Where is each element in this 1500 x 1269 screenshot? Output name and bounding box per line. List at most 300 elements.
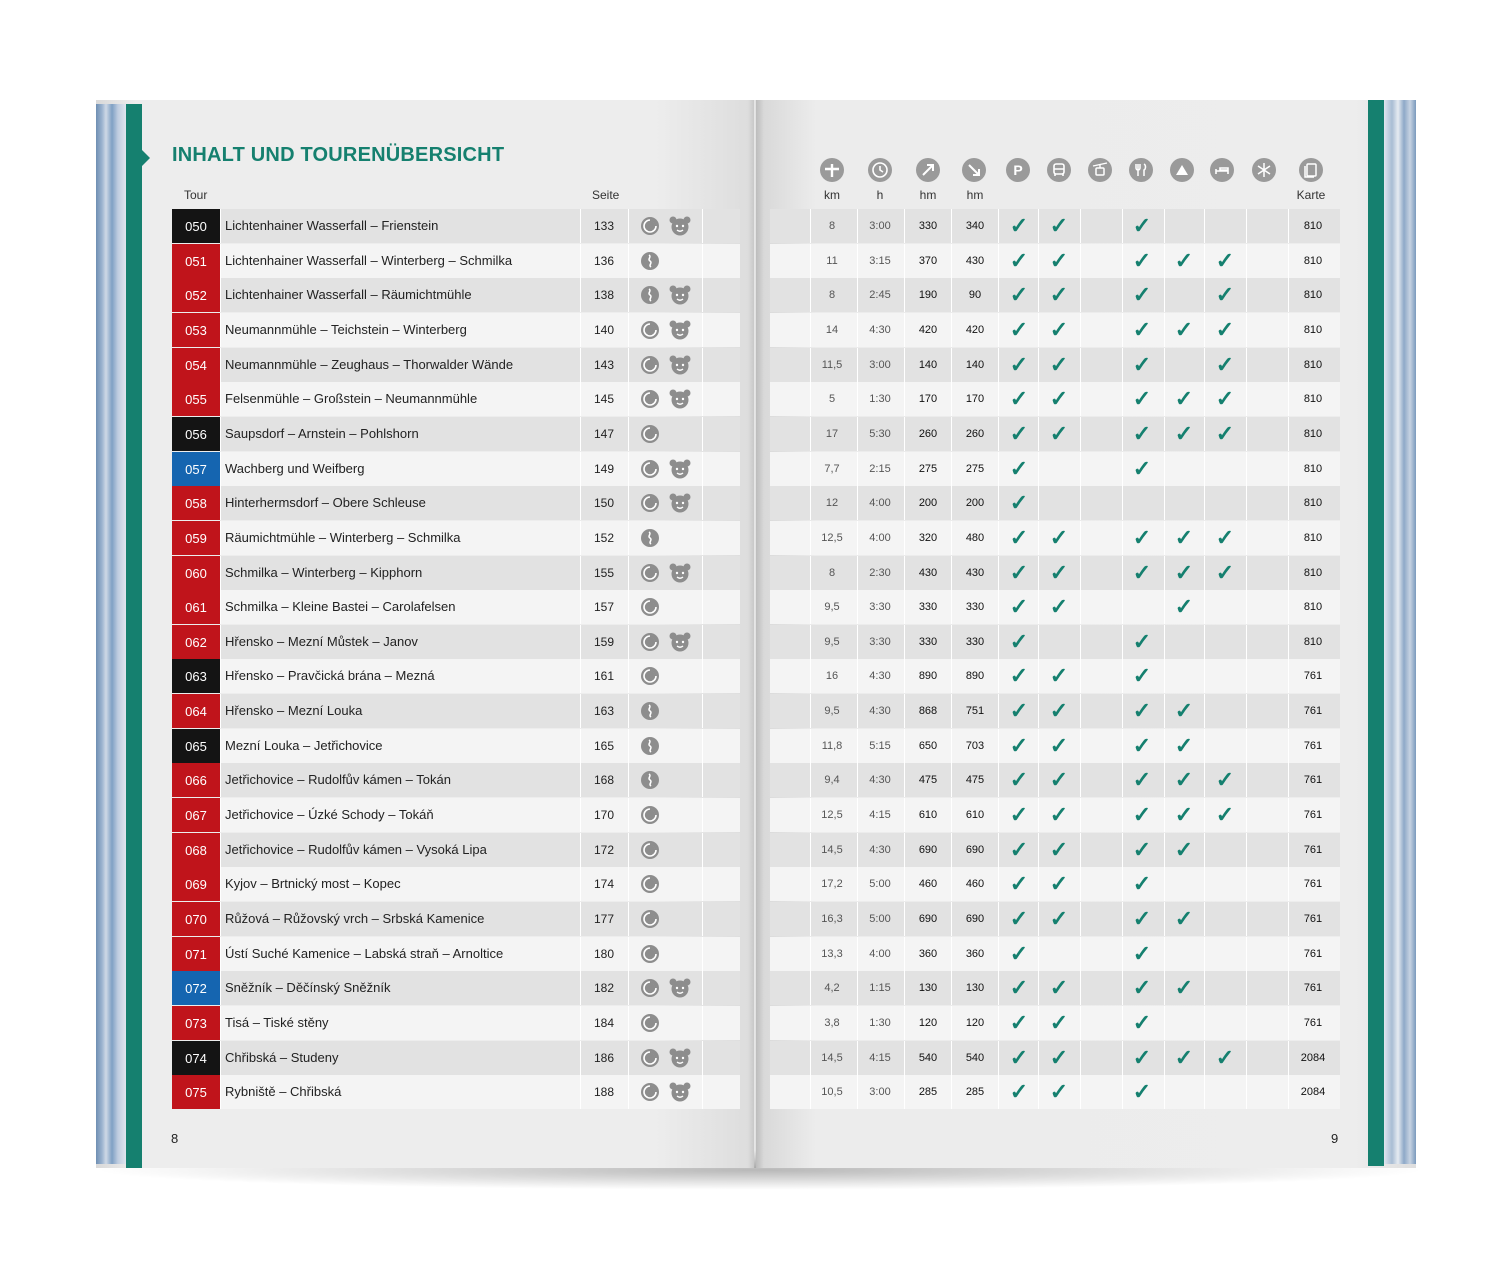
column-separator <box>1246 486 1247 520</box>
tour-down: 890 <box>965 670 985 682</box>
column-separator <box>1204 209 1205 243</box>
column-separator <box>1038 1006 1039 1040</box>
column-separator <box>1122 867 1123 901</box>
tour-name[interactable]: Lichtenhainer Wasserfall – Räumichtmühle <box>225 287 472 302</box>
column-separator <box>1204 833 1205 867</box>
column-separator <box>1080 937 1081 971</box>
tour-page: 172 <box>593 843 615 857</box>
parking-icon <box>1006 158 1030 182</box>
column-separator <box>580 867 581 901</box>
column-separator <box>1164 452 1165 486</box>
column-separator <box>1080 1075 1081 1109</box>
column-separator <box>951 313 952 347</box>
tour-number-badge[interactable]: 066 <box>172 763 220 797</box>
tour-number-badge[interactable]: 073 <box>172 1006 220 1040</box>
tour-page: 150 <box>593 496 615 510</box>
tour-name[interactable]: Rybniště – Chřibská <box>225 1084 342 1099</box>
tour-name[interactable]: Růžová – Růžovský vrch – Srbská Kamenice <box>225 911 485 926</box>
tour-page: 138 <box>593 288 615 302</box>
tour-number-badge[interactable]: 070 <box>172 902 220 936</box>
tour-up: 260 <box>918 428 938 440</box>
column-separator <box>1204 1075 1205 1109</box>
moderate-trail-icon <box>641 806 659 824</box>
column-separator <box>1204 313 1205 347</box>
tour-down: 360 <box>965 948 985 960</box>
column-separator <box>1246 833 1247 867</box>
column-separator <box>1164 590 1165 624</box>
tour-name[interactable]: Lichtenhainer Wasserfall – Winterberg – Schmilka <box>225 253 513 268</box>
column-separator <box>580 209 581 243</box>
accommodation-icon <box>1210 158 1234 182</box>
check-icon: ✓ <box>1215 560 1235 585</box>
column-separator <box>580 486 581 520</box>
check-icon: ✓ <box>1049 421 1069 446</box>
column-separator <box>1038 659 1039 693</box>
tour-number-badge[interactable]: 053 <box>172 313 220 347</box>
check-icon: ✓ <box>1174 594 1194 619</box>
check-icon: ✓ <box>1174 698 1194 723</box>
tour-h: 5:30 <box>869 428 891 440</box>
column-separator <box>951 348 952 382</box>
column-separator <box>628 937 629 971</box>
kids-friendly-icon <box>669 563 691 583</box>
column-separator <box>1246 209 1247 243</box>
column-separator <box>904 902 905 936</box>
tour-karte: 761 <box>1303 809 1323 821</box>
tour-name[interactable]: Jetřichovice – Úzké Schody – Tokáň <box>225 807 434 822</box>
tour-up: 540 <box>918 1052 938 1064</box>
column-separator <box>220 694 221 728</box>
column-separator <box>998 833 999 867</box>
column-separator <box>1204 867 1205 901</box>
column-separator <box>1038 417 1039 451</box>
moderate-trail-icon <box>641 460 659 478</box>
column-separator <box>951 1006 952 1040</box>
column-separator <box>1080 521 1081 555</box>
tour-up: 130 <box>918 982 938 994</box>
column-separator <box>1122 382 1123 416</box>
column-separator <box>1164 486 1165 520</box>
column-separator <box>998 278 999 312</box>
column-separator <box>1204 625 1205 659</box>
column-separator <box>628 1006 629 1040</box>
moderate-trail-icon <box>641 356 659 374</box>
tour-h: 2:30 <box>869 567 891 579</box>
tour-name[interactable]: Saupsdorf – Arnstein – Pohlshorn <box>225 426 419 441</box>
tour-name[interactable]: Schmilka – Kleine Bastei – Carolafelsen <box>225 599 456 614</box>
column-separator <box>951 556 952 590</box>
column-separator <box>1204 521 1205 555</box>
column-separator <box>702 659 703 693</box>
column-separator <box>580 763 581 797</box>
column-separator <box>1164 417 1165 451</box>
tour-name[interactable]: Jetřichovice – Rudolfův kámen – Vysoká Lipa <box>225 842 487 857</box>
check-icon: ✓ <box>1174 386 1194 411</box>
tour-number-badge[interactable]: 072 <box>172 971 220 1005</box>
column-separator <box>1038 382 1039 416</box>
check-icon: ✓ <box>1009 352 1029 377</box>
tour-km: 8 <box>828 220 836 232</box>
column-separator <box>580 348 581 382</box>
tour-number-badge[interactable]: 065 <box>172 729 220 763</box>
column-separator <box>1288 833 1289 867</box>
column-separator <box>628 729 629 763</box>
column-separator <box>951 209 952 243</box>
check-icon: ✓ <box>1009 802 1029 827</box>
tour-up: 360 <box>918 948 938 960</box>
column-separator <box>1288 867 1289 901</box>
column-separator <box>628 486 629 520</box>
check-icon: ✓ <box>1009 1079 1029 1104</box>
column-separator <box>1204 1006 1205 1040</box>
check-icon: ✓ <box>1049 594 1069 619</box>
tour-up: 330 <box>918 636 938 648</box>
column-separator <box>1164 902 1165 936</box>
moderate-trail-icon <box>641 1049 659 1067</box>
column-separator <box>580 452 581 486</box>
tour-h: 4:30 <box>869 324 891 336</box>
column-separator <box>580 382 581 416</box>
column-separator <box>1204 763 1205 797</box>
column-separator <box>1204 486 1205 520</box>
column-separator <box>1038 278 1039 312</box>
check-icon: ✓ <box>1174 421 1194 446</box>
tour-down: 420 <box>965 324 985 336</box>
tour-karte: 810 <box>1303 636 1323 648</box>
tour-name[interactable]: Hřensko – Mezní Můstek – Janov <box>225 634 418 649</box>
tour-name[interactable]: Hřensko – Mezní Louka <box>225 703 363 718</box>
tour-karte: 2084 <box>1300 1086 1326 1098</box>
tour-name[interactable]: Lichtenhainer Wasserfall – Frienstein <box>225 218 439 233</box>
tour-page: 140 <box>593 323 615 337</box>
tour-down: 340 <box>965 220 985 232</box>
tour-h: 2:15 <box>869 463 891 475</box>
tour-number-badge[interactable]: 057 <box>172 452 220 486</box>
column-separator <box>1246 971 1247 1005</box>
row-background-right <box>770 625 1340 659</box>
tour-up: 275 <box>918 463 938 475</box>
column-separator <box>702 556 703 590</box>
column-separator <box>1080 625 1081 659</box>
column-separator <box>580 659 581 693</box>
tour-km: 9,5 <box>824 705 840 717</box>
tour-name[interactable]: Tisá – Tiské stěny <box>225 1015 329 1030</box>
column-separator <box>1038 729 1039 763</box>
tour-page: 165 <box>593 739 615 753</box>
tour-km: 17,2 <box>821 878 843 890</box>
column-separator <box>1080 729 1081 763</box>
tour-karte: 810 <box>1303 428 1323 440</box>
column-separator <box>1204 278 1205 312</box>
column-separator <box>1080 590 1081 624</box>
column-separator <box>1204 590 1205 624</box>
column-separator <box>1204 798 1205 832</box>
column-separator <box>1038 1075 1039 1109</box>
column-separator <box>702 971 703 1005</box>
signpost-icon <box>820 158 844 182</box>
tour-h: 3:30 <box>869 636 891 648</box>
column-separator <box>1038 937 1039 971</box>
column-separator <box>702 452 703 486</box>
tour-number-badge[interactable]: 055 <box>172 382 220 416</box>
column-separator <box>1204 452 1205 486</box>
tour-name[interactable]: Kyjov – Brtnický most – Kopec <box>225 876 401 891</box>
column-separator <box>1288 417 1289 451</box>
tour-number-badge[interactable]: 067 <box>172 798 220 832</box>
check-icon: ✓ <box>1009 317 1029 342</box>
column-separator <box>628 1075 629 1109</box>
kids-friendly-icon <box>669 285 691 305</box>
column-separator <box>1038 902 1039 936</box>
check-icon: ✓ <box>1009 421 1029 446</box>
column-separator <box>951 278 952 312</box>
tour-h: 2:45 <box>869 289 891 301</box>
tour-name[interactable]: Schmilka – Winterberg – Kipphorn <box>225 565 423 580</box>
column-separator <box>1038 763 1039 797</box>
tour-name[interactable]: Jetřichovice – Rudolfův kámen – Tokán <box>225 772 451 787</box>
column-separator <box>1288 937 1289 971</box>
column-separator <box>1288 1006 1289 1040</box>
column-separator <box>220 1006 221 1040</box>
check-icon: ✓ <box>1132 802 1152 827</box>
tour-page: 180 <box>593 947 615 961</box>
tour-up: 460 <box>918 878 938 890</box>
tour-name[interactable]: Hinterhermsdorf – Obere Schleuse <box>225 495 426 510</box>
column-separator <box>1080 348 1081 382</box>
tour-page: 161 <box>593 669 615 683</box>
check-icon: ✓ <box>1174 837 1194 862</box>
check-icon: ✓ <box>1174 802 1194 827</box>
column-separator <box>1246 902 1247 936</box>
tour-number-badge[interactable]: 058 <box>172 486 220 520</box>
column-separator <box>1164 833 1165 867</box>
tour-page: 143 <box>593 358 615 372</box>
check-icon: ✓ <box>1049 213 1069 238</box>
column-separator <box>1164 209 1165 243</box>
tour-km: 14 <box>825 324 839 336</box>
kids-friendly-icon <box>669 1048 691 1068</box>
column-separator <box>1080 694 1081 728</box>
tour-number-badge[interactable]: 068 <box>172 833 220 867</box>
column-separator <box>1246 244 1247 278</box>
column-separator <box>998 694 999 728</box>
column-separator <box>904 521 905 555</box>
column-separator <box>220 625 221 659</box>
column-separator <box>1246 763 1247 797</box>
column-separator <box>904 452 905 486</box>
column-separator <box>220 486 221 520</box>
moderate-trail-icon <box>641 841 659 859</box>
column-separator <box>702 763 703 797</box>
column-separator <box>998 659 999 693</box>
column-separator <box>580 625 581 659</box>
tour-number-badge[interactable]: 064 <box>172 694 220 728</box>
column-separator <box>998 1006 999 1040</box>
column-separator <box>998 798 999 832</box>
column-separator <box>1204 971 1205 1005</box>
column-separator <box>628 244 629 278</box>
tour-h: 1:30 <box>869 1017 891 1029</box>
column-separator <box>904 209 905 243</box>
column-separator <box>951 452 952 486</box>
moderate-trail-icon <box>641 598 659 616</box>
column-separator <box>998 1041 999 1075</box>
column-separator <box>1164 278 1165 312</box>
tour-h: 3:30 <box>869 601 891 613</box>
check-icon: ✓ <box>1132 906 1152 931</box>
column-separator <box>904 278 905 312</box>
column-separator <box>1122 798 1123 832</box>
tour-name[interactable]: Räumichtmühle – Winterberg – Schmilka <box>225 530 461 545</box>
check-icon: ✓ <box>1049 975 1069 1000</box>
column-separator <box>220 971 221 1005</box>
column-separator <box>998 452 999 486</box>
check-icon: ✓ <box>1049 560 1069 585</box>
check-icon: ✓ <box>1049 386 1069 411</box>
check-icon: ✓ <box>1174 767 1194 792</box>
check-icon: ✓ <box>1132 386 1152 411</box>
tour-number-badge[interactable]: 062 <box>172 625 220 659</box>
column-separator <box>702 833 703 867</box>
column-separator <box>998 521 999 555</box>
check-icon: ✓ <box>1049 1079 1069 1104</box>
tour-number-badge[interactable]: 056 <box>172 417 220 451</box>
check-icon: ✓ <box>1132 1079 1152 1104</box>
column-separator <box>1038 625 1039 659</box>
column-separator <box>220 590 221 624</box>
kids-friendly-icon <box>669 632 691 652</box>
column-separator <box>1080 1041 1081 1075</box>
column-separator <box>1122 659 1123 693</box>
tour-name[interactable]: Felsenmühle – Großstein – Neumannmühle <box>225 391 478 406</box>
tour-down: 690 <box>965 844 985 856</box>
tour-up: 140 <box>918 359 938 371</box>
tour-page: 155 <box>593 566 615 580</box>
tour-km: 12,5 <box>821 532 843 544</box>
tour-up: 650 <box>918 740 938 752</box>
column-separator <box>951 659 952 693</box>
header-karte: Karte <box>1296 188 1326 202</box>
column-separator <box>951 763 952 797</box>
tour-karte: 761 <box>1303 740 1323 752</box>
column-separator <box>1122 313 1123 347</box>
tour-up: 420 <box>918 324 938 336</box>
column-separator <box>628 798 629 832</box>
check-icon: ✓ <box>1215 248 1235 273</box>
tour-number-badge[interactable]: 060 <box>172 556 220 590</box>
column-separator <box>580 590 581 624</box>
difficult-trail-icon <box>641 286 659 304</box>
tour-page: 186 <box>593 1051 615 1065</box>
check-icon: ✓ <box>1132 213 1152 238</box>
column-separator <box>1204 417 1205 451</box>
column-separator <box>628 313 629 347</box>
column-separator <box>1038 694 1039 728</box>
column-separator <box>580 1006 581 1040</box>
tour-number-badge[interactable]: 059 <box>172 521 220 555</box>
tour-page: 163 <box>593 704 615 718</box>
column-separator <box>1204 348 1205 382</box>
check-icon: ✓ <box>1132 629 1152 654</box>
column-separator <box>1038 971 1039 1005</box>
tour-number-badge[interactable]: 069 <box>172 867 220 901</box>
tour-karte: 810 <box>1303 220 1323 232</box>
column-separator <box>1246 417 1247 451</box>
check-icon: ✓ <box>1132 975 1152 1000</box>
column-separator <box>1164 313 1165 347</box>
column-separator <box>580 798 581 832</box>
tour-number-badge[interactable]: 071 <box>172 937 220 971</box>
tour-karte: 761 <box>1303 878 1323 890</box>
tour-down: 751 <box>965 705 985 717</box>
tour-up: 868 <box>918 705 938 717</box>
check-icon: ✓ <box>1215 767 1235 792</box>
tour-number-badge[interactable]: 051 <box>172 244 220 278</box>
column-separator <box>904 798 905 832</box>
column-separator <box>702 590 703 624</box>
tour-number-badge[interactable]: 061 <box>172 590 220 624</box>
tour-name[interactable]: Neumannmühle – Zeughaus – Thorwalder Wände <box>225 357 514 372</box>
summit-icon <box>1170 158 1194 182</box>
tour-h: 4:00 <box>869 532 891 544</box>
tour-name[interactable]: Sněžník – Děčínský Sněžník <box>225 980 391 995</box>
tour-up: 285 <box>918 1086 938 1098</box>
tour-name[interactable]: Chřibská – Studeny <box>225 1050 339 1065</box>
tour-name[interactable]: Wachberg und Weifberg <box>225 461 365 476</box>
check-icon: ✓ <box>1009 871 1029 896</box>
check-icon: ✓ <box>1049 733 1069 758</box>
difficult-trail-icon <box>641 771 659 789</box>
column-separator <box>951 867 952 901</box>
column-separator <box>1164 1041 1165 1075</box>
tour-name[interactable]: Hřensko – Pravčická brána – Mezná <box>225 668 435 683</box>
tour-number-badge[interactable]: 075 <box>172 1075 220 1109</box>
tour-number-badge[interactable]: 050 <box>172 209 220 243</box>
tour-number-badge[interactable]: 063 <box>172 659 220 693</box>
tour-km: 10,5 <box>821 1086 843 1098</box>
tour-name[interactable]: Mezní Louka – Jetřichovice <box>225 738 383 753</box>
column-separator <box>1288 729 1289 763</box>
tour-number-badge[interactable]: 074 <box>172 1041 220 1075</box>
svg-text:P: P <box>1013 162 1023 178</box>
tour-number-badge[interactable]: 052 <box>172 278 220 312</box>
check-icon: ✓ <box>1049 837 1069 862</box>
tour-up: 690 <box>918 913 938 925</box>
column-separator <box>1080 556 1081 590</box>
column-separator <box>1288 556 1289 590</box>
column-separator <box>702 937 703 971</box>
tour-km: 16,3 <box>821 913 843 925</box>
tour-name[interactable]: Neumannmühle – Teichstein – Winterberg <box>225 322 467 337</box>
column-separator <box>1204 694 1205 728</box>
column-separator <box>998 937 999 971</box>
column-separator <box>1080 244 1081 278</box>
column-separator <box>580 417 581 451</box>
column-separator <box>998 729 999 763</box>
tour-name[interactable]: Ústí Suché Kamenice – Labská straň – Arnoltice <box>225 946 504 961</box>
column-separator <box>1164 382 1165 416</box>
tour-page: 149 <box>593 462 615 476</box>
column-separator <box>580 902 581 936</box>
tour-number-badge[interactable]: 054 <box>172 348 220 382</box>
moderate-trail-icon <box>641 217 659 235</box>
column-separator <box>904 1075 905 1109</box>
column-separator <box>1038 798 1039 832</box>
column-separator <box>1080 382 1081 416</box>
column-separator <box>1288 209 1289 243</box>
tour-karte: 810 <box>1303 463 1323 475</box>
column-separator <box>1246 867 1247 901</box>
